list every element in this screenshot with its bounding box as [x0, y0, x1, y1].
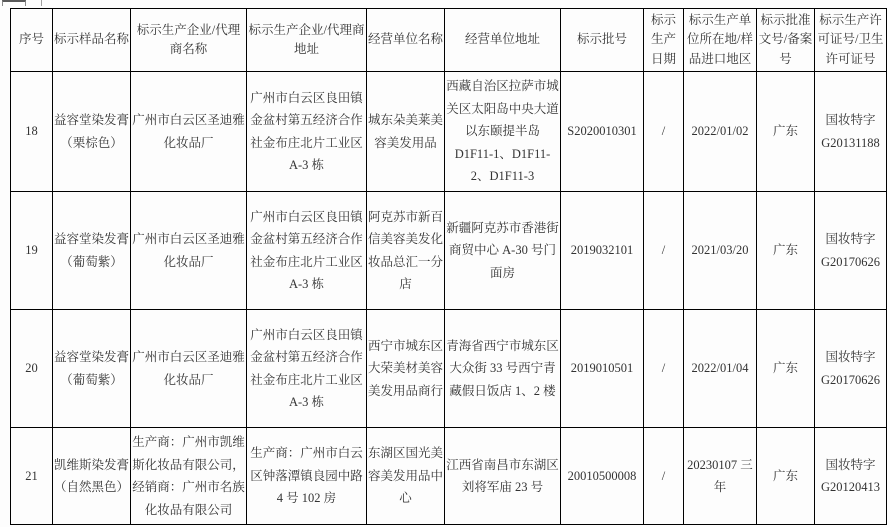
cell-producer-region: 2021/03/20: [684, 192, 757, 310]
cell-sample-name: 益容堂染发膏（葡萄紫）: [53, 192, 131, 310]
col-header-business-unit-address: 经营单位地址: [445, 9, 561, 72]
cell-license-number: 国妆特字 G20131188: [815, 72, 887, 192]
cell-manufacturer-name: 广州市白云区圣迪雅化妆品厂: [131, 310, 247, 428]
cell-serial-number: 19: [11, 192, 53, 310]
cell-manufacturer-address: 广州市白云区良田镇金盆村第五经济合作社金布庄北片工业区 A-3 栋: [247, 192, 367, 310]
cell-manufacturer-address: 广州市白云区良田镇金盆村第五经济合作社金布庄北片工业区 A-3 栋: [247, 310, 367, 428]
cell-manufacturer-address: 广州市白云区良田镇金盆村第五经济合作社金布庄北片工业区 A-3 栋: [247, 72, 367, 192]
cell-business-unit-address: 新疆阿克苏市香港街商贸中心 A-30 号门面房: [445, 192, 561, 310]
col-header-batch-number: 标示批号: [561, 9, 644, 72]
col-header-business-unit-name: 经营单位名称: [367, 9, 445, 72]
col-header-producer-region: 标示生产单位所在地/样品进口地区: [684, 9, 757, 72]
col-header-production-date: 标示生产日期: [644, 9, 684, 72]
table-row-19: [11, 192, 887, 310]
cell-business-unit-name: 阿克苏市新百信美容美发化妆品总汇一分店: [367, 192, 445, 310]
cell-sample-name: 益容堂染发膏（葡萄紫）: [53, 310, 131, 428]
cell-business-unit-address: 西藏自治区拉萨市城关区太阳岛中央大道以东颐提半岛D1F11-1、D1F11-2、D1F11-3: [445, 72, 561, 192]
cell-production-date: /: [644, 310, 684, 428]
col-header-serial-number: 序号: [11, 9, 53, 72]
cell-production-date: /: [644, 192, 684, 310]
cell-batch-number: 20010500008: [561, 428, 644, 525]
cell-approval-number: 广东: [757, 310, 815, 428]
cell-manufacturer-name: 广州市白云区圣迪雅化妆品厂: [131, 192, 247, 310]
col-header-manufacturer-name: 标示生产企业/代理商名称: [131, 9, 247, 72]
cropped-table-edge-artifact: [2, 0, 26, 6]
cell-approval-number: 广东: [757, 72, 815, 192]
col-header-approval-number: 标示批准文号/备案号: [757, 9, 815, 72]
cell-producer-region: 2022/01/02: [684, 72, 757, 192]
table-row-18: [11, 72, 887, 192]
cell-approval-number: 广东: [757, 428, 815, 525]
cell-batch-number: 2019032101: [561, 192, 644, 310]
cell-sample-name: 益容堂染发膏（栗棕色）: [53, 72, 131, 192]
cell-business-unit-address: 江西省南昌市东湖区刘将军庙 23 号: [445, 428, 561, 525]
cell-production-date: /: [644, 428, 684, 525]
cosmetics-sampling-table: [10, 8, 887, 525]
cell-license-number: 国妆特字 G20120413: [815, 428, 887, 525]
cell-serial-number: 21: [11, 428, 53, 525]
cell-producer-region: 2022/01/04: [684, 310, 757, 428]
cropped-table-tick-artifact: [41, 0, 42, 6]
cell-business-unit-name: 东湖区国光美容美发用品中心: [367, 428, 445, 525]
table-row-21: [11, 428, 887, 525]
cell-business-unit-name: 西宁市城东区大荣美材美容美发用品商行: [367, 310, 445, 428]
cell-sample-name: 凯维斯染发膏（自然黑色）: [53, 428, 131, 525]
cell-approval-number: 广东: [757, 192, 815, 310]
header-row: [11, 9, 887, 72]
col-header-manufacturer-address: 标示生产企业/代理商地址: [247, 9, 367, 72]
cell-serial-number: 20: [11, 310, 53, 428]
cell-license-number: 国妆特字 G20170626: [815, 192, 887, 310]
cell-batch-number: 2019010501: [561, 310, 644, 428]
cell-business-unit-name: 城东朵美莱美容美发用品: [367, 72, 445, 192]
cell-serial-number: 18: [11, 72, 53, 192]
cell-manufacturer-name: 广州市白云区圣迪雅化妆品厂: [131, 72, 247, 192]
cell-business-unit-address: 青海省西宁市城东区大众街 33 号西宁青藏假日饭店 1、2 楼: [445, 310, 561, 428]
cell-production-date: /: [644, 72, 684, 192]
cell-batch-number: S2020010301: [561, 72, 644, 192]
cell-manufacturer-address: 生产商：广州市白云区钟落潭镇良园中路 4 号 102 房: [247, 428, 367, 525]
col-header-license-number: 标示生产许可证号/卫生许可证号: [815, 9, 887, 72]
cell-producer-region: 20230107 三年: [684, 428, 757, 525]
cell-manufacturer-name: 生产商：广州市凯维斯化妆品有限公司，经销商：广州市名族化妆品有限公司: [131, 428, 247, 525]
col-header-sample-name: 标示样品名称: [53, 9, 131, 72]
table-row-20: [11, 310, 887, 428]
cell-license-number: 国妆特字 G20170626: [815, 310, 887, 428]
